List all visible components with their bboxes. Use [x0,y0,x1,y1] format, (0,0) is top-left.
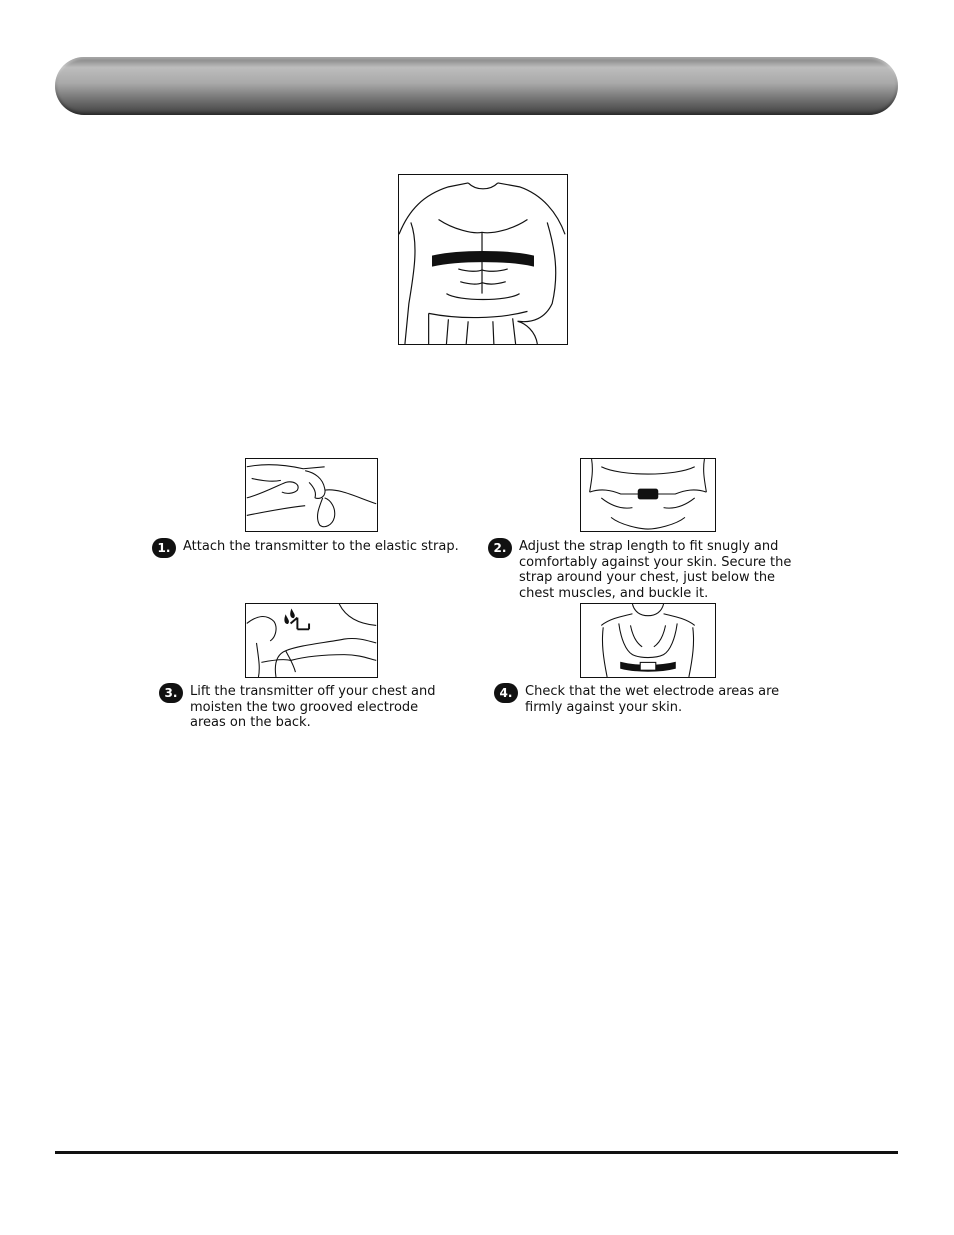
step-1-text: Attach the transmitter to the elastic strap. [183,539,459,554]
header-bar [55,57,898,115]
step-1-number: 1. [152,538,176,558]
step-2 [488,539,798,601]
step-3-illustration [245,603,378,678]
step-3 [159,684,459,731]
step-3-number: 3. [159,683,183,703]
step-2-number: 2. [488,538,512,558]
chest-strap-illustration [398,174,568,345]
step-2-illustration [580,458,716,532]
step-2-text: Adjust the strap length to fit snugly and comfortably against your skin. Secure the strap around your chest, just below the chest muscles, and buckle it. [519,539,792,601]
step-1-illustration [245,458,378,532]
step-4-illustration [580,603,716,678]
footer-rule [55,1151,898,1154]
step-4-number: 4. [494,683,518,703]
step-4-text: Check that the wet electrode areas are firmly against your skin. [525,684,780,715]
step-1 [152,539,472,558]
step-4 [494,684,794,715]
step-3-text: Lift the transmitter off your chest and moisten the two grooved electrode areas on the back. [190,684,436,730]
